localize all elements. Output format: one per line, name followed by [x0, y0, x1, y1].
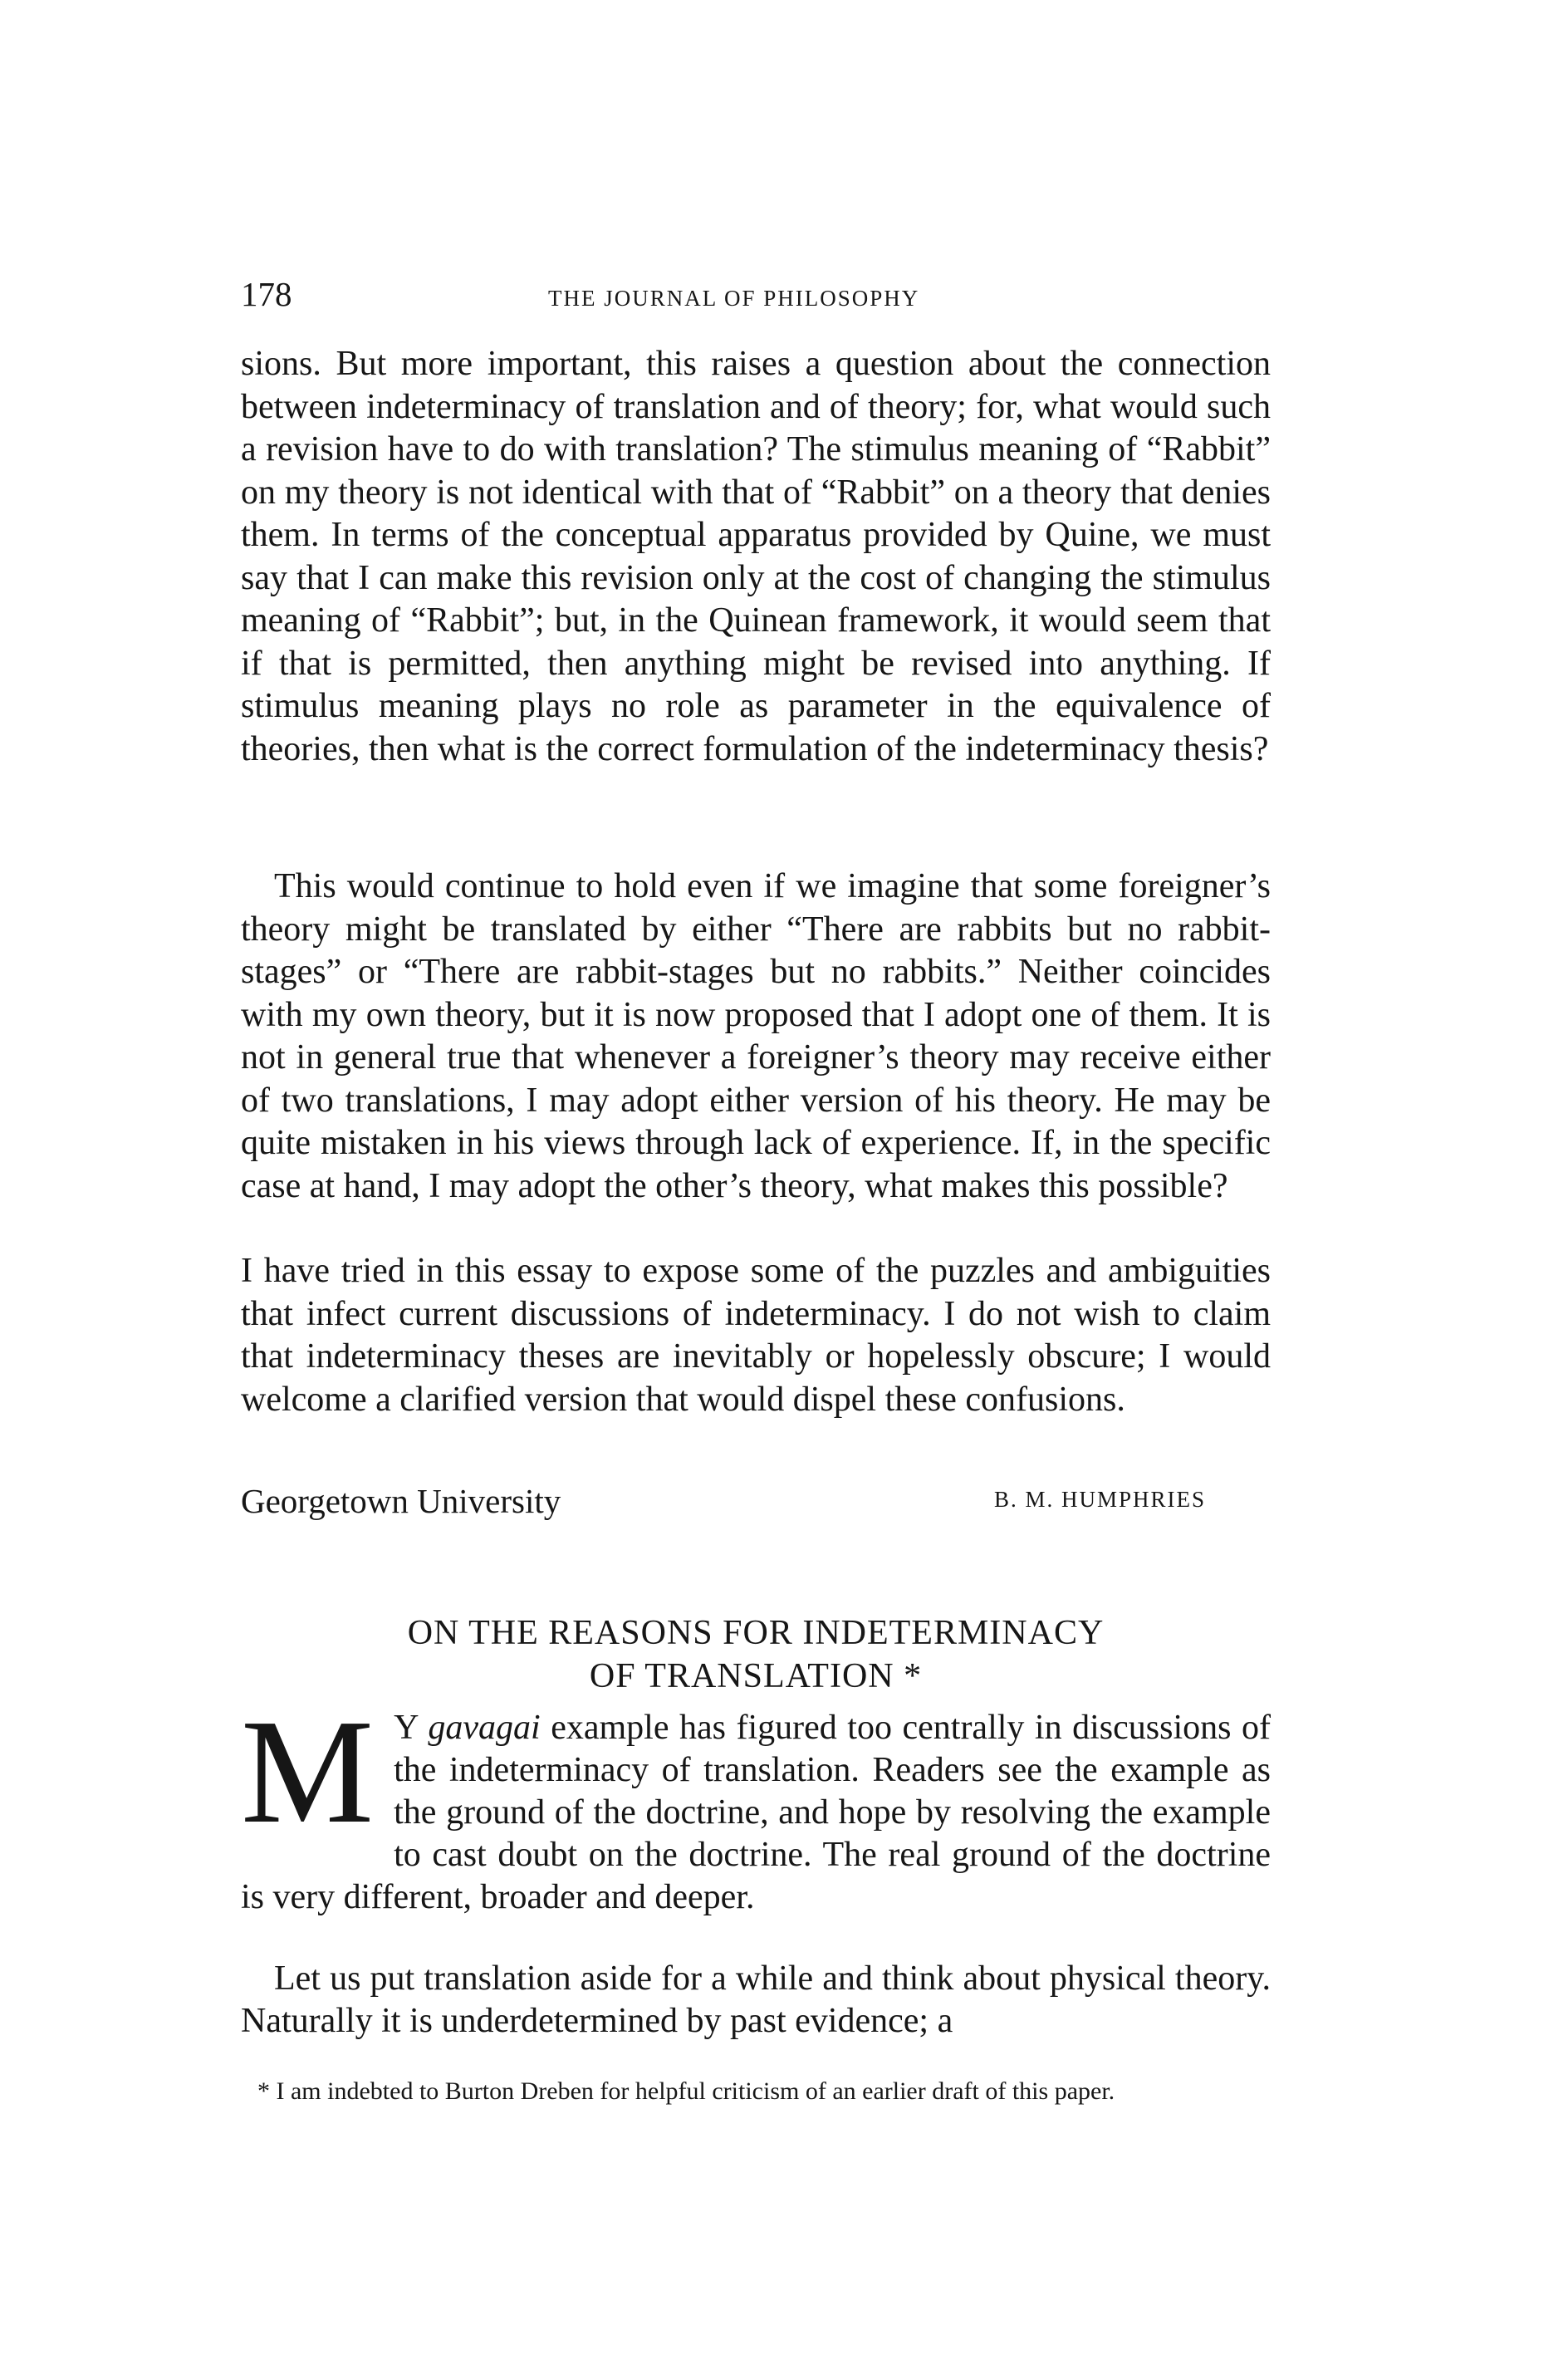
running-head: THE JOURNAL OF PHILOSOPHY [548, 286, 920, 311]
second-paragraph: Let us put translation aside for a while and think about physical theory. Naturally it is underdetermined by past evidence; a [241, 1959, 1271, 2040]
body-paragraph-2: This would continue to hold even if we imagine that some foreigner’s theory might be translated by either “There are rabbits but no rabbit-stages” or “There are rabbit-stages but no rabbits.” Neither coincides with my own theory, but it is now proposed that I adopt one of them. It is not in general true that whenever a foreigner’s theory may receive either of two translations, I may adopt either version of his theory. He may be quite mistaken in his views through lack of experience. If, in the specific case at hand, I may adopt the other’s theory, what makes this possible? [241, 867, 1271, 1205]
article-title [241, 1611, 1271, 1698]
body-paragraph-3: I have tried in this essay to expose some of the puzzles and ambiguities that infect current discussions of indeterminacy. I do not wish to claim that indeterminacy theses are inevitably or hopelessly obscure; I would welcome a clarified version that would dispel these confusions. [241, 1252, 1271, 1419]
article-title-line-1: ON THE REASONS FOR INDETERMINACY [407, 1614, 1105, 1652]
author-name: B. M. HUMPHRIES [994, 1487, 1207, 1512]
opening-text: example has figured too centrally in discussions of the indeterminacy of translation. Readers see the example as the ground of the doctrine, and hope by resolving the example to cast doubt on the doctrine. The real ground of the doctrine is very different, broader and deeper. [241, 1709, 1271, 1916]
author-affiliation: Georgetown University [241, 1482, 561, 1520]
paragraph-continued [241, 343, 1271, 771]
page-header [241, 274, 1271, 316]
body-paragraph-1: sions. But more important, this raises a question about the connection between indeterminacy of translation and of theory; for, what would such a revision have to do with translation? The stimulus meaning of “Rabbit” on my theory is not identical with that of “Rabbit” on a theory that denies them. In terms of the conceptual apparatus provided by Quine, we must say that I can make this revision only at the cost of changing the stimulus meaning of “Rabbit”; but, in the Quinean framework, it would seem that if that is permitted, then anything might be revised into anything. If stimulus meaning plays no role as parameter in the equivalence of theories, then what is the correct formulation of the indeterminacy thesis? [241, 345, 1271, 768]
opening-paragraph [241, 1689, 1271, 1919]
paragraph-block [241, 866, 1271, 1208]
concluding-paragraph-block [241, 1250, 1271, 1421]
article-title-line-2: OF TRANSLATION * [589, 1657, 923, 1695]
page-number: 178 [241, 275, 292, 313]
footnote: * I am indebted to Burton Dreben for helpful criticism of an earlier draft of this paper. [257, 2077, 1115, 2105]
gavagai-term: gavagai [428, 1709, 541, 1747]
drop-cap: M [241, 1689, 375, 1854]
opening-lead: Y [394, 1709, 429, 1747]
